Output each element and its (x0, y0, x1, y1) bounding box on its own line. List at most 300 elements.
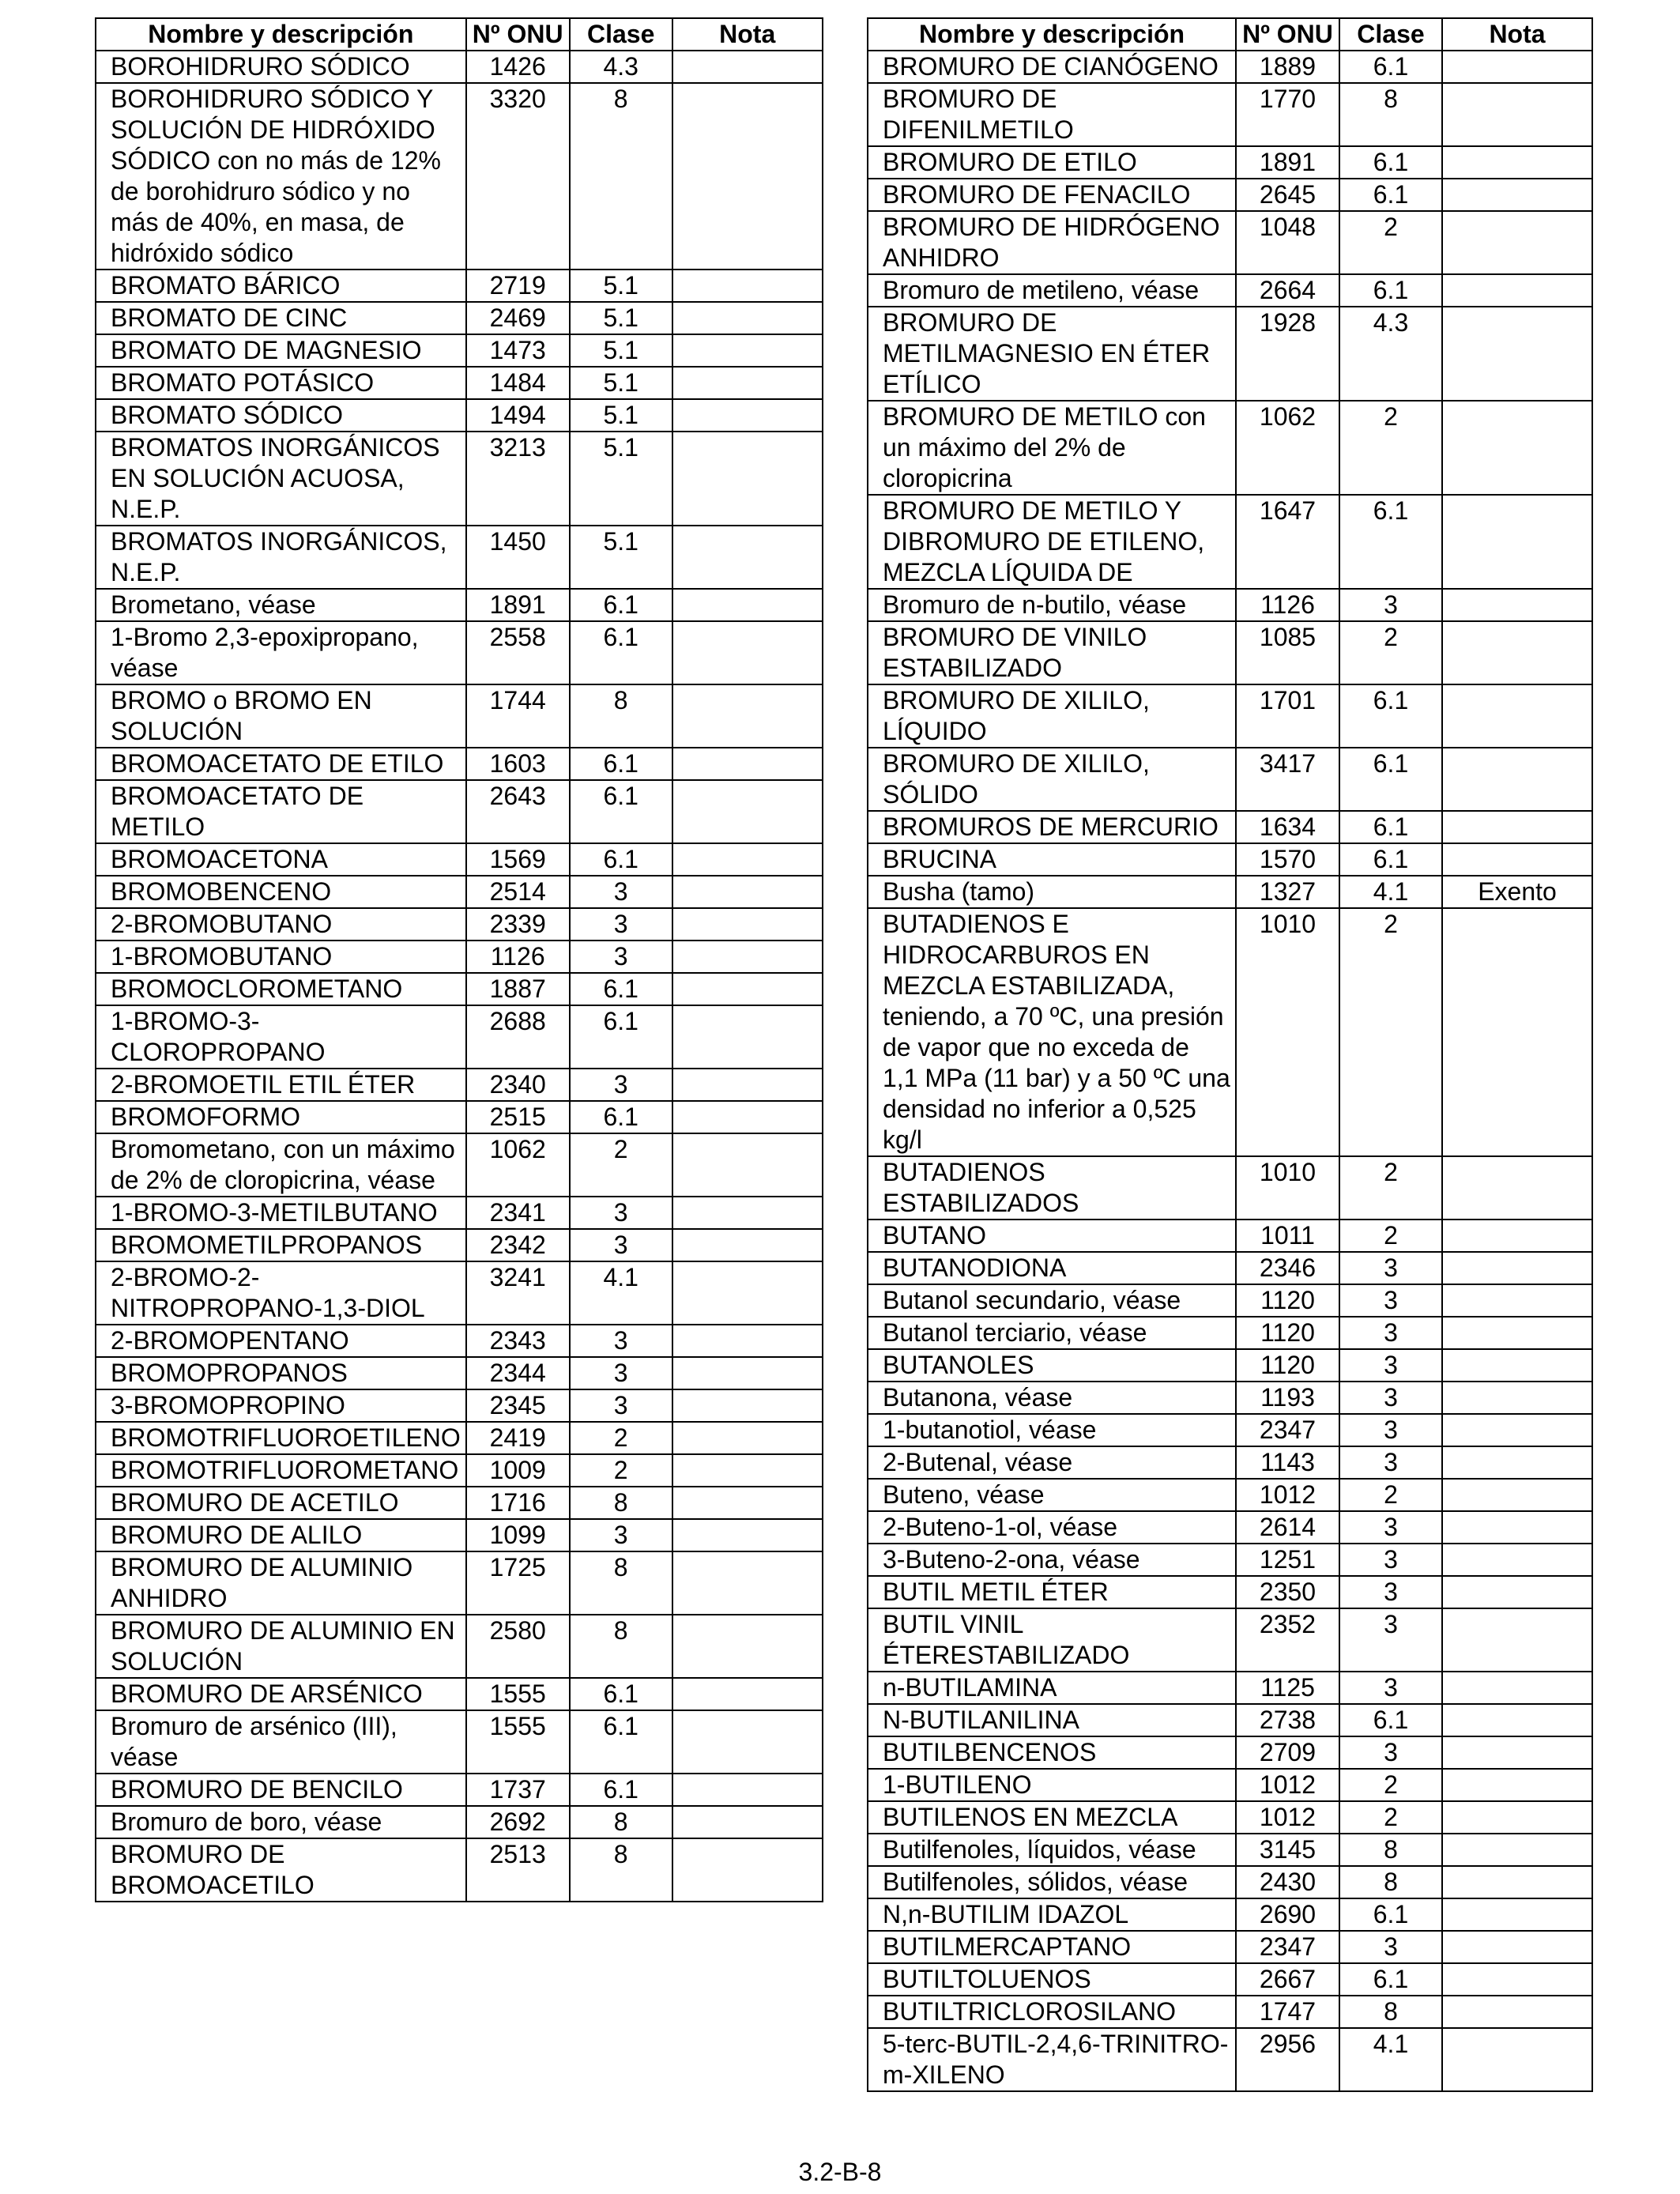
cell-clase: 5.1 (570, 334, 672, 367)
cell-onu: 1010 (1236, 908, 1339, 1156)
cell-nota (1442, 495, 1592, 589)
cell-onu: 1099 (466, 1519, 570, 1551)
cell-name: BROMURO DE XILILO, LÍQUIDO (868, 684, 1236, 748)
cell-nota (1442, 1736, 1592, 1769)
cell-onu: 2688 (466, 1005, 570, 1069)
cell-clase: 4.3 (1339, 307, 1442, 401)
cell-clase: 4.3 (570, 51, 672, 83)
cell-nota: Exento (1442, 876, 1592, 908)
cell-nota (1442, 1834, 1592, 1866)
cell-name: BUTILTRICLOROSILANO (868, 1996, 1236, 2028)
cell-name: 2-BROMOBUTANO (96, 908, 466, 941)
cell-nota (1442, 83, 1592, 146)
table-row (868, 811, 1592, 843)
table-row (868, 1963, 1592, 1996)
cell-clase: 8 (570, 1806, 672, 1838)
cell-nota (1442, 1996, 1592, 2028)
cell-clase: 5.1 (570, 367, 672, 399)
cell-onu: 2738 (1236, 1704, 1339, 1736)
cell-name: 2-Buteno-1-ol, véase (868, 1511, 1236, 1544)
table-row (868, 1317, 1592, 1349)
cell-onu: 3417 (1236, 748, 1339, 811)
cell-name: BUTANOLES (868, 1349, 1236, 1382)
cell-nota (672, 526, 823, 589)
cell-nota (672, 1101, 823, 1133)
table-row (868, 1931, 1592, 1963)
cell-name: BROMOACETATO DE ETILO (96, 748, 466, 780)
cell-onu: 2347 (1236, 1931, 1339, 1963)
cell-name: BROMOPROPANOS (96, 1357, 466, 1389)
cell-onu: 1716 (466, 1487, 570, 1519)
table-row (868, 2028, 1592, 2091)
cell-name: N,n-BUTILIM IDAZOL (868, 1898, 1236, 1931)
cell-name: BROMO o BROMO EN SOLUCIÓN (96, 684, 466, 748)
cell-nota (672, 621, 823, 684)
cell-name: BUTANODIONA (868, 1252, 1236, 1284)
cell-nota (672, 302, 823, 334)
cell-nota (672, 1261, 823, 1325)
cell-name: BROMOBENCENO (96, 876, 466, 908)
cell-onu: 1634 (1236, 811, 1339, 843)
cell-nota (672, 1551, 823, 1615)
cell-name: Brometano, véase (96, 589, 466, 621)
header-name: Nombre y descripción (96, 18, 466, 51)
cell-clase: 8 (570, 684, 672, 748)
table-row (868, 307, 1592, 401)
cell-clase: 3 (1339, 1382, 1442, 1414)
cell-onu: 2352 (1236, 1608, 1339, 1672)
cell-onu: 1473 (466, 334, 570, 367)
table-row (868, 1511, 1592, 1544)
cell-name: BROMOACETONA (96, 843, 466, 876)
cell-nota (672, 334, 823, 367)
cell-clase: 3 (570, 1357, 672, 1389)
table-row (868, 684, 1592, 748)
cell-clase: 3 (1339, 1349, 1442, 1382)
cell-clase: 8 (570, 1487, 672, 1519)
cell-nota (672, 1069, 823, 1101)
table-row (96, 1774, 823, 1806)
table-row (96, 1197, 823, 1229)
cell-nota (672, 1357, 823, 1389)
cell-name: BROMURO DE BROMOACETILO (96, 1838, 466, 1902)
cell-onu: 2419 (466, 1422, 570, 1454)
cell-clase: 6.1 (570, 780, 672, 843)
cell-name: BUTIL VINIL ÉTERESTABILIZADO (868, 1608, 1236, 1672)
cell-nota (1442, 1156, 1592, 1220)
cell-nota (672, 83, 823, 270)
cell-nota (672, 1615, 823, 1678)
cell-nota (1442, 621, 1592, 684)
cell-nota (672, 1197, 823, 1229)
cell-clase: 6.1 (570, 1005, 672, 1069)
table-row (868, 1252, 1592, 1284)
cell-name: BROMURO DE ACETILO (96, 1487, 466, 1519)
cell-clase: 6.1 (1339, 495, 1442, 589)
cell-onu: 1450 (466, 526, 570, 589)
table-row (868, 908, 1592, 1156)
cell-onu: 1494 (466, 399, 570, 432)
table-row (96, 334, 823, 367)
cell-onu: 2350 (1236, 1576, 1339, 1608)
cell-clase: 2 (1339, 1156, 1442, 1220)
table-row (868, 1220, 1592, 1252)
cell-nota (1442, 1511, 1592, 1544)
cell-nota (1442, 401, 1592, 495)
table-row (96, 1069, 823, 1101)
cell-nota (672, 1774, 823, 1806)
cell-onu: 1126 (1236, 589, 1339, 621)
cell-onu: 2469 (466, 302, 570, 334)
cell-onu: 2344 (466, 1357, 570, 1389)
cell-name: BROMURO DE DIFENILMETILO (868, 83, 1236, 146)
table-row (868, 1156, 1592, 1220)
cell-name: BRUCINA (868, 843, 1236, 876)
cell-name: 1-BROMOBUTANO (96, 941, 466, 973)
cell-onu: 2340 (466, 1069, 570, 1101)
cell-onu: 1120 (1236, 1349, 1339, 1382)
cell-nota (672, 1710, 823, 1774)
cell-nota (672, 1422, 823, 1454)
table-row (868, 146, 1592, 179)
table-row (96, 684, 823, 748)
table-row (868, 621, 1592, 684)
cell-name: BROMURO DE ALUMINIO EN SOLUCIÓN (96, 1615, 466, 1678)
cell-nota (1442, 1349, 1592, 1382)
cell-onu: 1747 (1236, 1996, 1339, 2028)
table-row (96, 399, 823, 432)
cell-name: BUTILBENCENOS (868, 1736, 1236, 1769)
cell-onu: 2692 (466, 1806, 570, 1838)
cell-name: BROMURO DE HIDRÓGENO ANHIDRO (868, 211, 1236, 274)
cell-name: BROMURO DE METILO con un máximo del 2% de cloropicrina (868, 401, 1236, 495)
cell-clase: 2 (1339, 1801, 1442, 1834)
cell-onu: 1120 (1236, 1284, 1339, 1317)
cell-name: BROMURO DE CIANÓGENO (868, 51, 1236, 83)
cell-name: 5-terc-BUTIL-2,4,6-TRINITRO-m-XILENO (868, 2028, 1236, 2091)
cell-name: BROMURO DE ARSÉNICO (96, 1678, 466, 1710)
cell-name: BROMOFORMO (96, 1101, 466, 1133)
cell-nota (1442, 589, 1592, 621)
cell-name: 2-BROMO-2-NITROPROPANO-1,3-DIOL (96, 1261, 466, 1325)
table-row (868, 1736, 1592, 1769)
table-row (96, 432, 823, 526)
cell-nota (1442, 179, 1592, 211)
table-row (868, 495, 1592, 589)
cell-onu: 2719 (466, 270, 570, 302)
table-row (96, 748, 823, 780)
cell-clase: 6.1 (570, 748, 672, 780)
table-row (96, 83, 823, 270)
cell-onu: 1011 (1236, 1220, 1339, 1252)
table-row (868, 211, 1592, 274)
cell-nota (672, 1519, 823, 1551)
cell-onu: 2690 (1236, 1898, 1339, 1931)
cell-clase: 5.1 (570, 526, 672, 589)
cell-onu: 1569 (466, 843, 570, 876)
cell-onu: 2558 (466, 621, 570, 684)
cell-onu: 3241 (466, 1261, 570, 1325)
cell-nota (1442, 1866, 1592, 1898)
cell-onu: 1484 (466, 367, 570, 399)
header-clase: Clase (570, 18, 672, 51)
cell-name: BROMATO SÓDICO (96, 399, 466, 432)
cell-nota (1442, 908, 1592, 1156)
cell-name: 1-Bromo 2,3-epoxipropano, véase (96, 621, 466, 684)
cell-clase: 6.1 (570, 843, 672, 876)
table-row (868, 1284, 1592, 1317)
cell-clase: 6.1 (1339, 1704, 1442, 1736)
table-row (96, 1133, 823, 1197)
table-row (96, 51, 823, 83)
cell-nota (672, 684, 823, 748)
cell-name: 1-BROMO-3-CLOROPROPANO (96, 1005, 466, 1069)
cell-nota (672, 1838, 823, 1902)
cell-onu: 2956 (1236, 2028, 1339, 2091)
cell-onu: 1744 (466, 684, 570, 748)
cell-clase: 6.1 (570, 621, 672, 684)
table-row (868, 401, 1592, 495)
table-row (868, 51, 1592, 83)
table-header-row (96, 18, 823, 51)
cell-onu: 2667 (1236, 1963, 1339, 1996)
table-row (96, 270, 823, 302)
cell-name: BROMURO DE ALUMINIO ANHIDRO (96, 1551, 466, 1615)
cell-clase: 3 (1339, 1511, 1442, 1544)
cell-clase: 3 (1339, 1736, 1442, 1769)
cell-nota (1442, 274, 1592, 307)
table-row (868, 1414, 1592, 1446)
table-row (868, 1898, 1592, 1931)
cell-name: 1-BUTILENO (868, 1769, 1236, 1801)
cell-nota (672, 843, 823, 876)
cell-onu: 2341 (466, 1197, 570, 1229)
table-row (868, 1996, 1592, 2028)
cell-clase: 3 (1339, 1544, 1442, 1576)
cell-onu: 1555 (466, 1678, 570, 1710)
cell-onu: 1193 (1236, 1382, 1339, 1414)
cell-onu: 1048 (1236, 211, 1339, 274)
cell-name: BUTADIENOS ESTABILIZADOS (868, 1156, 1236, 1220)
table-row (96, 941, 823, 973)
table-row (96, 780, 823, 843)
table-row (96, 1615, 823, 1678)
cell-clase: 2 (1339, 1479, 1442, 1511)
cell-nota (1442, 811, 1592, 843)
cell-clase: 3 (1339, 589, 1442, 621)
cell-name: BROMATO DE CINC (96, 302, 466, 334)
cell-name: BROMATO DE MAGNESIO (96, 334, 466, 367)
cell-clase: 3 (1339, 1446, 1442, 1479)
table-row (868, 1446, 1592, 1479)
cell-nota (1442, 1446, 1592, 1479)
cell-clase: 4.1 (570, 1261, 672, 1325)
cell-clase: 3 (1339, 1931, 1442, 1963)
cell-clase: 6.1 (1339, 146, 1442, 179)
cell-name: Bromuro de arsénico (III), véase (96, 1710, 466, 1774)
cell-clase: 6.1 (570, 973, 672, 1005)
table-row (96, 1806, 823, 1838)
cell-nota (1442, 843, 1592, 876)
cell-nota (672, 1005, 823, 1069)
cell-clase: 8 (1339, 83, 1442, 146)
cell-name: Bromuro de metileno, véase (868, 274, 1236, 307)
cell-name: Bromuro de n-butilo, véase (868, 589, 1236, 621)
table-row (868, 876, 1592, 908)
cell-name: BROMATO BÁRICO (96, 270, 466, 302)
cell-name: Bromuro de boro, véase (96, 1806, 466, 1838)
cell-onu: 1887 (466, 973, 570, 1005)
header-nota: Nota (1442, 18, 1592, 51)
cell-name: BROMURO DE ETILO (868, 146, 1236, 179)
cell-clase: 6.1 (1339, 51, 1442, 83)
table-row (868, 843, 1592, 876)
table-row (868, 83, 1592, 146)
cell-clase: 3 (1339, 1672, 1442, 1704)
cell-onu: 1555 (466, 1710, 570, 1774)
cell-onu: 1570 (1236, 843, 1339, 876)
cell-name: BUTILMERCAPTANO (868, 1931, 1236, 1963)
cell-clase: 5.1 (570, 302, 672, 334)
cell-nota (1442, 1963, 1592, 1996)
cell-clase: 8 (570, 83, 672, 270)
cell-clase: 8 (1339, 1834, 1442, 1866)
table-row (868, 1834, 1592, 1866)
cell-nota (1442, 1284, 1592, 1317)
table-row (96, 1519, 823, 1551)
cell-nota (1442, 1608, 1592, 1672)
cell-clase: 2 (1339, 908, 1442, 1156)
cell-clase: 8 (1339, 1866, 1442, 1898)
table-row (96, 1838, 823, 1902)
cell-onu: 1120 (1236, 1317, 1339, 1349)
cell-name: BROMOACETATO DE METILO (96, 780, 466, 843)
cell-onu: 2342 (466, 1229, 570, 1261)
cell-onu: 1143 (1236, 1446, 1339, 1479)
cell-name: 2-BROMOETIL ETIL ÉTER (96, 1069, 466, 1101)
table-row (868, 1801, 1592, 1834)
cell-name: BROMURO DE VINILO ESTABILIZADO (868, 621, 1236, 684)
table-body-left (96, 51, 823, 1902)
header-onu: Nº ONU (466, 18, 570, 51)
table-row (868, 1672, 1592, 1704)
cell-clase: 8 (570, 1551, 672, 1615)
dangerous-goods-table-right (867, 17, 1593, 2092)
cell-nota (672, 367, 823, 399)
cell-nota (1442, 146, 1592, 179)
cell-nota (672, 780, 823, 843)
cell-nota (1442, 1220, 1592, 1252)
cell-name: BUTILENOS EN MEZCLA (868, 1801, 1236, 1834)
table-row (868, 1349, 1592, 1382)
cell-onu: 2709 (1236, 1736, 1339, 1769)
cell-nota (1442, 1801, 1592, 1834)
cell-clase: 6.1 (1339, 179, 1442, 211)
cell-clase: 6.1 (1339, 684, 1442, 748)
cell-nota (1442, 1672, 1592, 1704)
cell-name: Butanol terciario, véase (868, 1317, 1236, 1349)
cell-nota (672, 1806, 823, 1838)
header-onu: Nº ONU (1236, 18, 1339, 51)
cell-clase: 3 (570, 876, 672, 908)
cell-nota (672, 432, 823, 526)
cell-nota (1442, 1769, 1592, 1801)
cell-onu: 3213 (466, 432, 570, 526)
cell-onu: 1603 (466, 748, 570, 780)
cell-clase: 6.1 (1339, 748, 1442, 811)
cell-name: N-BUTILANILINA (868, 1704, 1236, 1736)
cell-name: 1-BROMO-3-METILBUTANO (96, 1197, 466, 1229)
cell-onu: 1928 (1236, 307, 1339, 401)
cell-onu: 2664 (1236, 274, 1339, 307)
cell-clase: 5.1 (570, 270, 672, 302)
cell-name: BUTIL METIL ÉTER (868, 1576, 1236, 1608)
cell-nota (1442, 1382, 1592, 1414)
cell-name: BROMURO DE BENCILO (96, 1774, 466, 1806)
cell-clase: 3 (1339, 1576, 1442, 1608)
table-row (868, 748, 1592, 811)
table-row (96, 526, 823, 589)
cell-name: 2-Butenal, véase (868, 1446, 1236, 1479)
cell-nota (672, 589, 823, 621)
cell-nota (1442, 1931, 1592, 1963)
cell-clase: 8 (570, 1838, 672, 1902)
cell-name: BROMURO DE XILILO, SÓLIDO (868, 748, 1236, 811)
cell-clase: 3 (1339, 1608, 1442, 1672)
cell-clase: 5.1 (570, 432, 672, 526)
cell-onu: 3320 (466, 83, 570, 270)
table-row (96, 1389, 823, 1422)
cell-clase: 3 (570, 1229, 672, 1261)
cell-clase: 4.1 (1339, 876, 1442, 908)
cell-nota (1442, 1544, 1592, 1576)
cell-clase: 3 (1339, 1284, 1442, 1317)
cell-nota (1442, 1479, 1592, 1511)
cell-name: 3-BROMOPROPINO (96, 1389, 466, 1422)
cell-clase: 3 (1339, 1317, 1442, 1349)
table-row (96, 1710, 823, 1774)
cell-clase: 6.1 (570, 589, 672, 621)
cell-onu: 1725 (466, 1551, 570, 1615)
cell-nota (1442, 51, 1592, 83)
cell-nota (1442, 1898, 1592, 1931)
cell-onu: 1062 (1236, 401, 1339, 495)
table-row (868, 1382, 1592, 1414)
cell-onu: 1737 (466, 1774, 570, 1806)
cell-clase: 3 (570, 908, 672, 941)
cell-name: BUTANO (868, 1220, 1236, 1252)
cell-onu: 2580 (466, 1615, 570, 1678)
cell-nota (1442, 1252, 1592, 1284)
table-row (96, 1551, 823, 1615)
cell-onu: 1889 (1236, 51, 1339, 83)
cell-clase: 8 (570, 1615, 672, 1678)
cell-nota (672, 1454, 823, 1487)
cell-onu: 1010 (1236, 1156, 1339, 1220)
cell-name: BUTILTOLUENOS (868, 1963, 1236, 1996)
cell-clase: 3 (1339, 1252, 1442, 1284)
cell-nota (672, 748, 823, 780)
cell-nota (1442, 748, 1592, 811)
table-row (96, 589, 823, 621)
cell-onu: 2614 (1236, 1511, 1339, 1544)
cell-nota (672, 908, 823, 941)
cell-nota (672, 876, 823, 908)
cell-name: BROMUROS DE MERCURIO (868, 811, 1236, 843)
table-row (96, 973, 823, 1005)
cell-onu: 2346 (1236, 1252, 1339, 1284)
cell-nota (1442, 307, 1592, 401)
